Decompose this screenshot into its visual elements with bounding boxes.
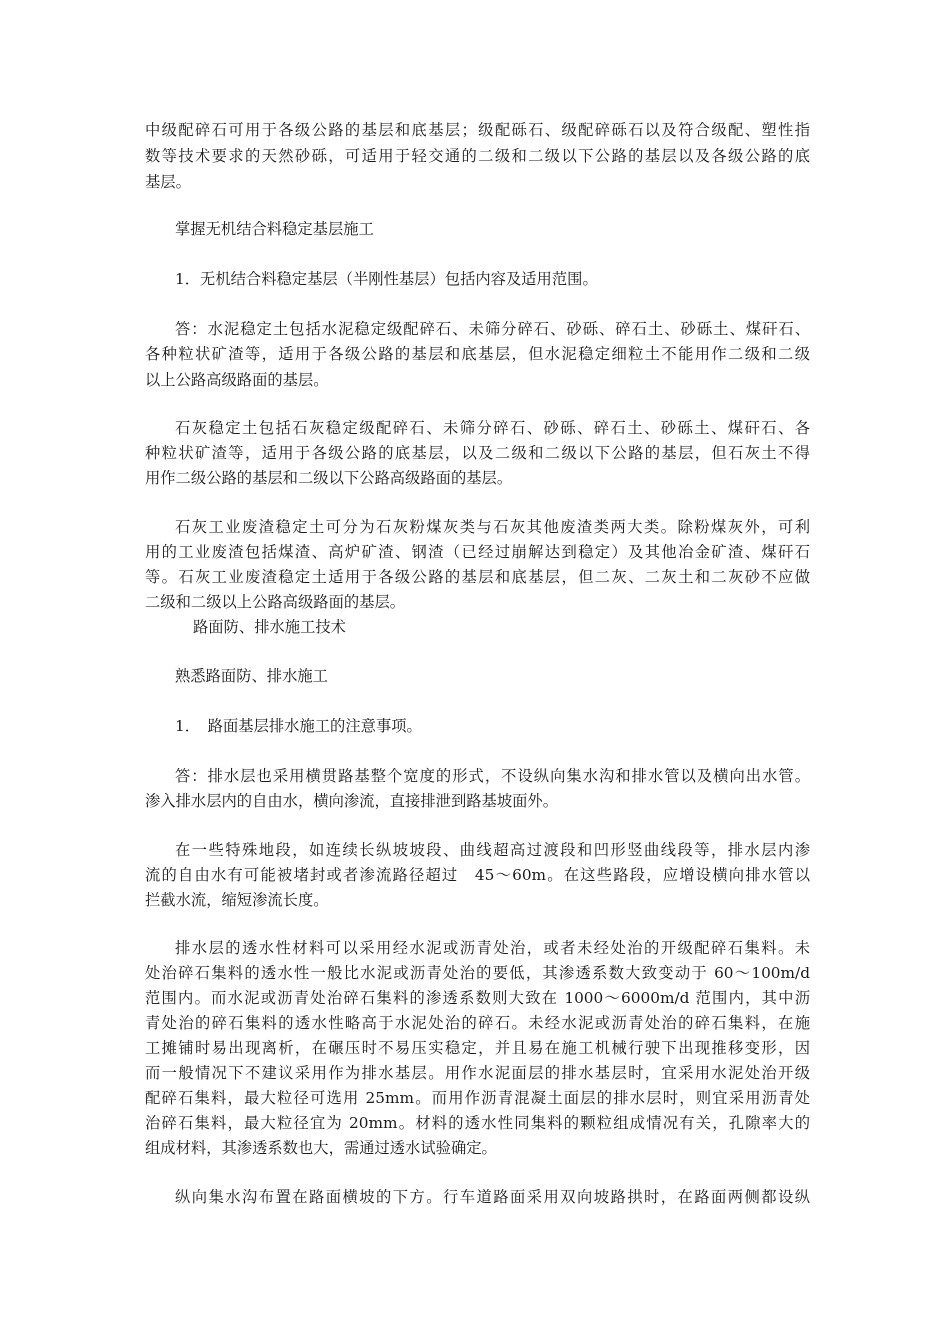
p1-line1: 中级配碎石可用于各级公路的基层和底基层；级配砾石、级配碎砾石以及符合级配、塑性指 — [145, 121, 810, 139]
p3-line1: 石灰稳定土包括石灰稳定级配碎石、未筛分碎石、砂砾、碎石土、砂砾土、煤矸石、各 — [175, 419, 810, 437]
p4-line2: 用的工业废渣包括煤渣、高炉矿渣、钢渣（已经过崩解达到稳定）及其他冶金矿渣、煤矸石 — [145, 543, 810, 561]
p7-line5: 工摊铺时易出现离析，在碾压时不易压实稳定，并且易在施工机械行驶下出现推移变形，因 — [145, 1039, 810, 1057]
p6-line2: 流的自由水有可能被堵封或者渗流路径超过 45～60m。在这些路段，应增设横向排水管以 — [145, 866, 810, 884]
p2-line2: 各种粒状矿渣等，适用于各级公路的基层和底基层，但水泥稳定细粒土不能用作二级和二级 — [145, 345, 810, 363]
p6-line3: 拦截水流，缩短渗流长度。 — [145, 891, 329, 909]
item-1-drainage: 1． 路面基层排水施工的注意事项。 — [175, 717, 422, 735]
heading-stabilized-base: 掌握无机结合料稳定基层施工 — [175, 220, 374, 238]
p1-line2: 数等技术要求的天然砂砾，可适用于轻交通的二级和二级以下公路的基层以及各级公路的底 — [145, 147, 810, 165]
p8-line1: 纵向集水沟布置在路面横坡的下方。行车道路面采用双向坡路拱时，在路面两侧都设纵 — [175, 1188, 810, 1206]
heading-drainage-construction: 熟悉路面防、排水施工 — [175, 667, 328, 685]
p6-line1: 在一些特殊地段，如连续长纵坡坡段、曲线超高过渡段和凹形竖曲线段等，排水层内渗 — [175, 841, 810, 859]
p5-line1: 答：排水层也采用横贯路基整个宽度的形式，不设纵向集水沟和排水管以及横向出水管。 — [175, 767, 810, 785]
p3-line3: 用作二级公路的基层和二级以下公路高级路面的基层。 — [145, 469, 513, 487]
p2-line1: 答：水泥稳定土包括水泥稳定级配碎石、未筛分碎石、砂砾、碎石土、砂砾土、煤矸石、 — [175, 320, 810, 338]
p4-line3: 等。石灰工业废渣稳定土适用于各级公路的基层和底基层，但二灰、二灰土和二灰砂不应做 — [145, 568, 810, 586]
item-1-stabilized-base: 1．无机结合料稳定基层（半刚性基层）包括内容及适用范围。 — [175, 270, 598, 288]
p5-line2: 渗入排水层内的自由水，横向渗流，直接排泄到路基坡面外。 — [145, 792, 559, 810]
heading-drainage-tech: 路面防、排水施工技术 — [193, 618, 346, 636]
p7-line2: 处治碎石集料的透水性一般比水泥或沥青处治的要低，其渗透系数大致变动于 60～100m/d — [145, 964, 810, 982]
p7-line4: 青处治的碎石集料的透水性略高于水泥处治的碎石。未经水泥或沥青处治的碎石集料，在施 — [145, 1014, 810, 1032]
p7-line8: 治碎石集料，最大粒径宜为 20mm。材料的透水性同集料的颗粒组成情况有关，孔隙率大的 — [145, 1114, 810, 1132]
p7-line3: 范围内。而水泥或沥青处治碎石集料的渗透系数则大致在 1000～6000m/d 范围内，其中沥 — [145, 989, 810, 1007]
p4-line4: 二级和二级以上公路高级路面的基层。 — [145, 593, 406, 611]
p3-line2: 种粒状矿渣等，适用于各级公路的底基层，以及二级和二级以下公路的基层，但石灰土不得 — [145, 444, 810, 462]
p2-line3: 以上公路高级路面的基层。 — [145, 371, 329, 389]
p7-line7: 配碎石集料，最大粒径可选用 25mm。而用作沥青混凝土面层的排水层时，则宜采用沥青处 — [145, 1089, 810, 1107]
p1-line3: 基层。 — [145, 173, 191, 191]
p7-line6: 而一般情况下不建议采用作为排水基层。用作水泥面层的排水基层时，宜采用水泥处治开级 — [145, 1064, 810, 1082]
p7-line9: 组成材料，其渗透系数也大，需通过透水试验确定。 — [145, 1139, 497, 1157]
p7-line1: 排水层的透水性材料可以采用经水泥或沥青处治，或者未经处治的开级配碎石集料。未 — [175, 939, 810, 957]
p4-line1: 石灰工业废渣稳定土可分为石灰粉煤灰类与石灰其他废渣类两大类。除粉煤灰外，可利 — [175, 518, 810, 536]
